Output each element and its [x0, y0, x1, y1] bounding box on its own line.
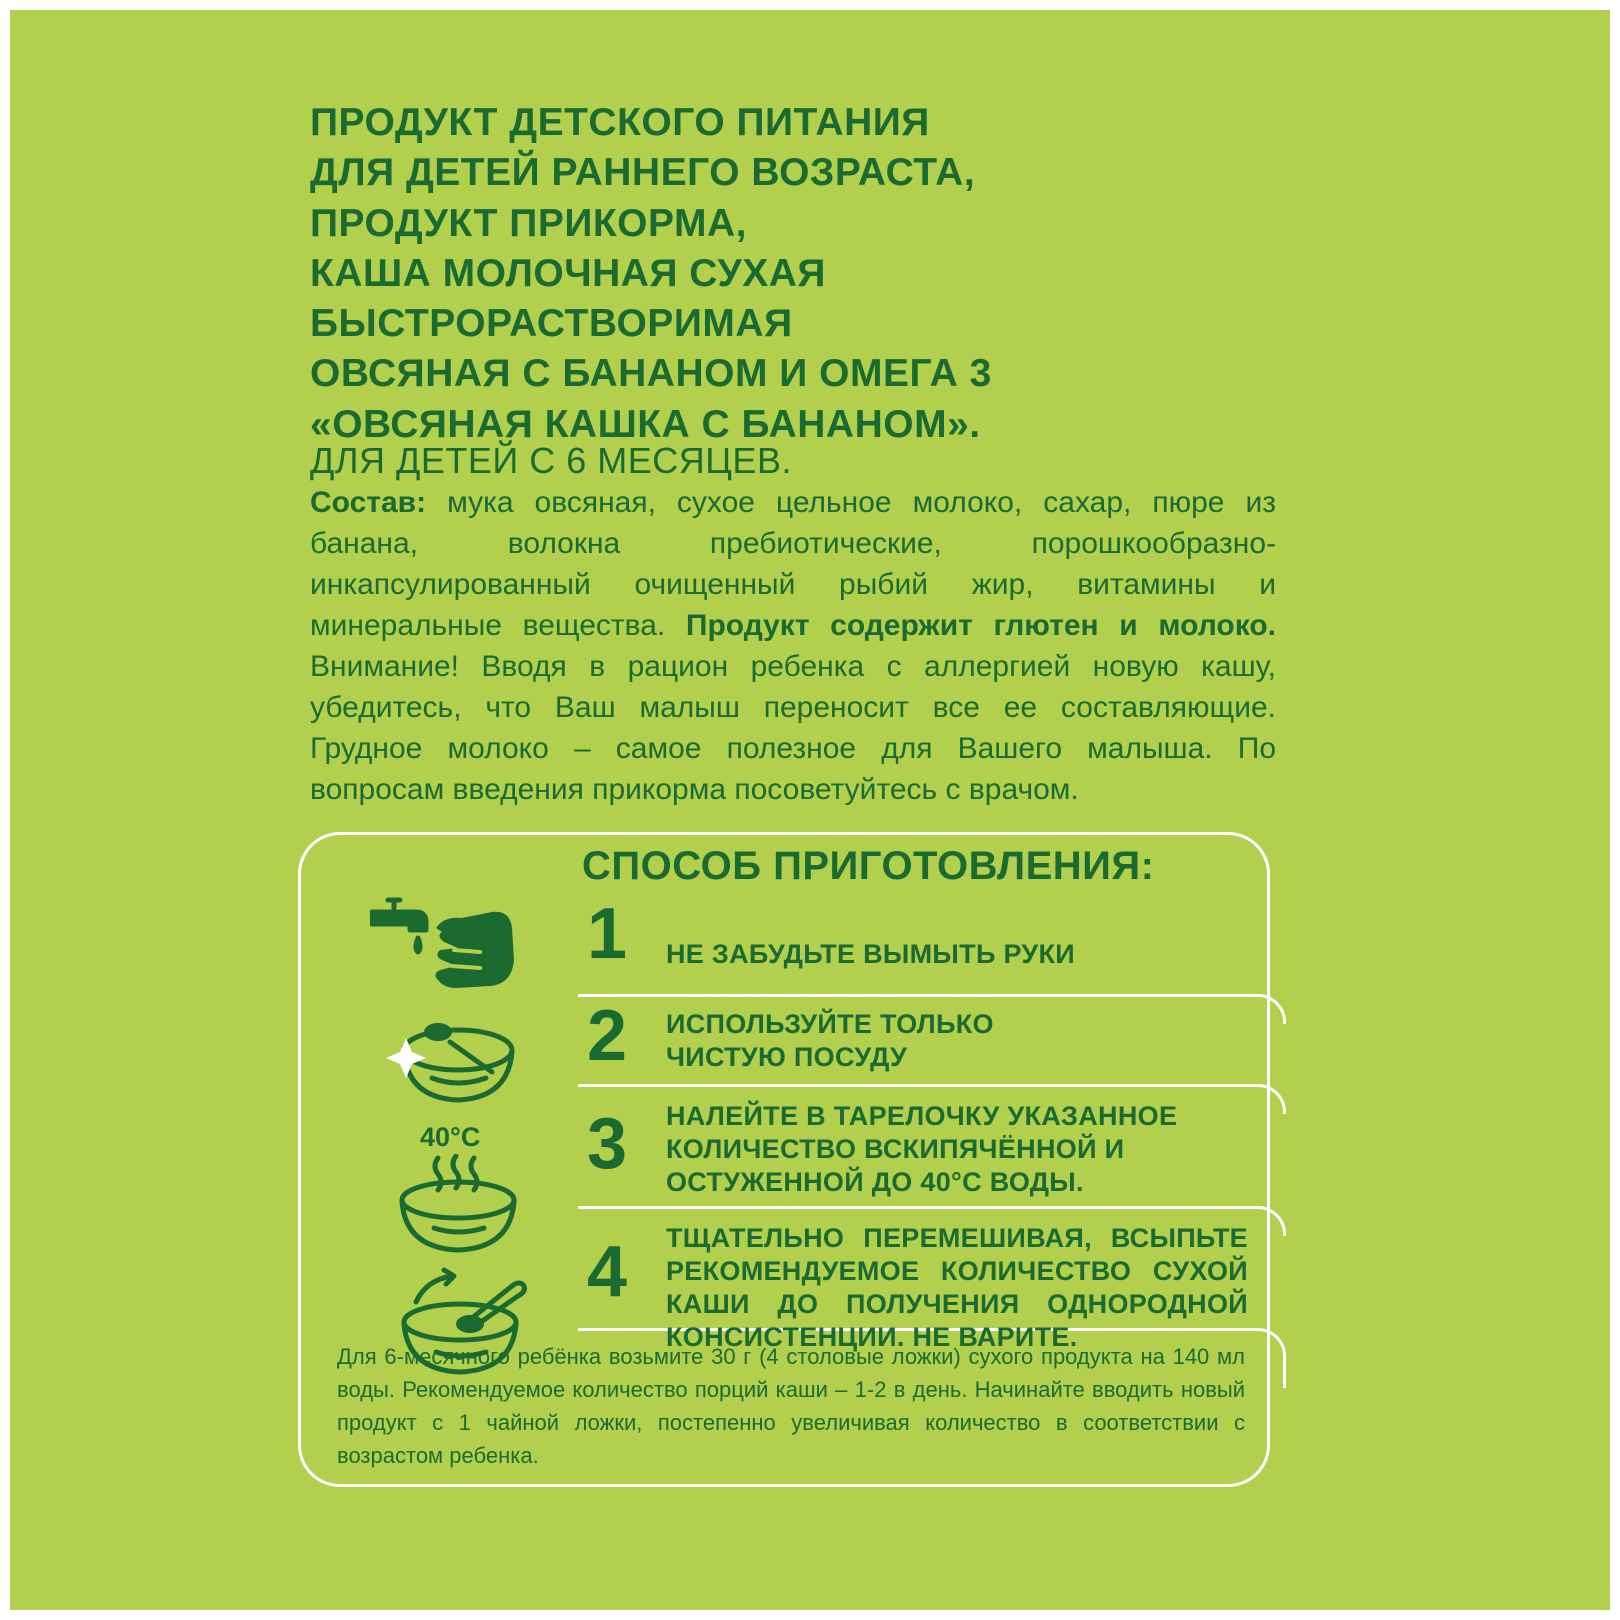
temperature-label: 40°C	[420, 1122, 481, 1152]
step-number: 3	[586, 1104, 628, 1184]
warning-text: Внимание! Вводя в рацион ребенка с аллергией новую кашу, убедитесь, что Ваш малыш переносит все ее составляющие. Грудное молоко – самое полезное для Вашего малыша. По вопросам введения прикорма посоветуйтесь с врачом.	[310, 650, 1276, 806]
step-text: НЕ ЗАБУДЬТЕ ВЫМЫТЬ РУКИ	[666, 939, 1075, 969]
wash-hands-icon	[370, 894, 520, 1004]
clean-bowl-icon	[382, 1012, 522, 1112]
warm-water-bowl-icon	[394, 1154, 524, 1254]
allergen-note: Продукт содержит глютен и молоко.	[665, 609, 1276, 642]
step-text: ИСПОЛЬЗУЙТЕ ТОЛЬКО ЧИСТУЮ ПОСУДУ	[666, 1009, 994, 1072]
title-line: ОВСЯНАЯ С БАНАНОМ И ОМЕГА 3	[310, 352, 992, 396]
step-number: 2	[586, 996, 628, 1076]
composition-label: Состав:	[310, 486, 427, 519]
title-line: КАША МОЛОЧНАЯ СУХАЯ	[310, 251, 826, 295]
package-panel	[10, 10, 1610, 1610]
product-title	[310, 98, 1310, 450]
step-text: НАЛЕЙТЕ В ТАРЕЛОЧКУ УКАЗАННОЕ КОЛИЧЕСТВО ВСКИПЯЧЁННОЙ И ОСТУЖЕННОЙ ДО 40°С ВОДЫ.	[666, 1101, 1178, 1197]
step-number: 1	[586, 894, 628, 974]
title-line: «ОВСЯНАЯ КАШКА С БАНАНОМ».	[310, 402, 981, 446]
age-recommendation: ДЛЯ ДЕТЕЙ С 6 МЕСЯЦЕВ.	[310, 440, 792, 481]
step-text: ТЩАТЕЛЬНО ПЕРЕМЕШИВАЯ, ВСЫПЬТЕ РЕКОМЕНДУЕМОЕ КОЛИЧЕСТВО СУХОЙ КАШИ ДО ПОЛУЧЕНИЯ ОДНОРОДНОЙ КОНСИСТЕНЦИИ. НЕ ВАРИТЕ.	[666, 1223, 1248, 1352]
dosage-note: Для 6-месячного ребёнка возьмите 30 г (4 столовые ложки) сухого продукта на 140 мл воды. Рекомендуемое количество порций каши – 1-2 в день. Начинайте вводить новый продукт с 1 чайной ложки, постепенно увеличивая количество в соответствии с возрастом ребенка.	[337, 1344, 1245, 1468]
title-line: БЫСТРОРАСТВОРИМАЯ	[310, 302, 793, 346]
composition-text	[310, 482, 1276, 810]
title-line: ПРОДУКТ ДЕТСКОГО ПИТАНИЯ	[310, 101, 930, 144]
title-line: ПРОДУКТ ПРИКОРМА,	[310, 201, 748, 245]
preparation-title: СПОСОБ ПРИГОТОВЛЕНИЯ:	[582, 844, 1155, 888]
title-line: ДЛЯ ДЕТЕЙ РАННЕГО ВОЗРАСТА,	[310, 151, 976, 195]
step-number: 4	[586, 1232, 628, 1312]
ingredients-text: мука овсяная, сухое цельное молоко, сахар, пюре из банана, волокна пребиотические, порошкообразно-инкапсулированный очищенный рыбий жир, витамины и минеральные вещества.	[310, 486, 1276, 642]
